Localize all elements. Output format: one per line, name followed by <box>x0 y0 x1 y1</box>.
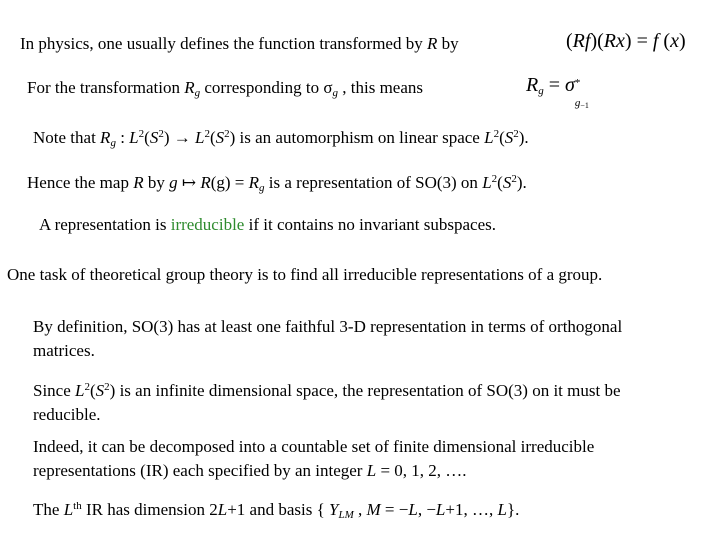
sup-2: 2 <box>491 173 498 185</box>
paren: ( <box>209 128 216 147</box>
line3-mid: is an automorphism on linear space <box>235 128 485 147</box>
line-transformation <box>27 77 423 104</box>
close-brace: }. <box>506 500 520 519</box>
paragraph-faithful-rep <box>33 315 673 363</box>
var-L: L <box>435 500 446 519</box>
paren: ( <box>597 30 604 52</box>
line2-mid: corresponding to <box>200 78 324 97</box>
comma: , <box>353 500 367 519</box>
irreducible-highlight: irreducible <box>170 215 245 234</box>
var-L: L <box>366 461 377 480</box>
sub-g: g <box>259 182 265 194</box>
var-R: R <box>572 30 585 52</box>
sub-LM: LM <box>338 509 354 521</box>
var-R: R <box>200 173 211 192</box>
var-R: R <box>526 74 539 96</box>
paren: ) <box>624 30 632 52</box>
paragraph-decomposition <box>33 435 673 483</box>
sup-th: th <box>73 500 82 512</box>
sigma: σ <box>565 74 575 96</box>
sub-g: g <box>110 137 116 149</box>
inverse: −1 <box>580 101 589 110</box>
var-S: S <box>504 128 514 147</box>
var-f: f <box>584 30 591 52</box>
sub-g: g <box>194 87 201 99</box>
sup-2: 2 <box>104 381 110 393</box>
sigma: σ <box>323 78 333 97</box>
var-S: S <box>215 128 225 147</box>
equals: = <box>543 74 565 96</box>
sub-g: g <box>574 97 581 109</box>
var-S: S <box>149 128 159 147</box>
var-L: L <box>63 500 74 519</box>
line-automorphism <box>33 123 529 154</box>
var-L: L <box>482 173 492 192</box>
var-x: x <box>670 30 679 52</box>
line1-tail: by <box>437 34 459 53</box>
line-representation-map <box>27 168 527 199</box>
var-R: R <box>248 173 260 192</box>
paren: ). <box>518 128 529 147</box>
para2-pre: Since <box>33 381 76 400</box>
para4-mid: IR has dimension 2 <box>81 500 218 519</box>
paren: ( <box>658 30 671 52</box>
sup-2: 2 <box>511 173 517 185</box>
line4-pre: Hence the map <box>27 173 134 192</box>
var-L: L <box>194 128 205 147</box>
paren: ) <box>590 30 598 52</box>
var-L: L <box>408 500 418 519</box>
sup-2: 2 <box>513 128 519 140</box>
var-S: S <box>95 381 105 400</box>
sup-2: 2 <box>224 128 230 140</box>
line-physics-definition <box>20 33 459 55</box>
para3-pre: Indeed, it can be decomposed into a countable set of finite dimensional irreducible representations (IR) each specified by an integer <box>33 437 595 480</box>
paragraph-ir-dimension <box>33 495 519 526</box>
line-irreducible-definition <box>39 214 496 236</box>
line2-pre: For the transformation <box>27 78 185 97</box>
sup-2: 2 <box>493 128 500 140</box>
formula-Rg-sigma <box>526 74 591 110</box>
var-f: f <box>652 30 659 52</box>
var-S: S <box>502 173 512 192</box>
paren: ( <box>497 173 503 192</box>
var-R: R <box>133 173 144 192</box>
maps-to-icon: ↦ <box>177 173 201 192</box>
equals: = − <box>380 500 409 519</box>
var-R: R <box>426 34 438 53</box>
para4-pre: The <box>33 500 64 519</box>
star: * <box>574 77 581 89</box>
formula-transformed-function <box>566 30 686 53</box>
sep: , − <box>417 500 436 519</box>
sup-2: 2 <box>204 128 210 140</box>
line-task-statement <box>7 264 602 286</box>
sub-g: g <box>538 85 544 97</box>
line5-tail: if it contains no invariant subspaces. <box>244 215 496 234</box>
para4-mid2: +1 and basis { <box>227 500 329 519</box>
var-L: L <box>497 500 507 519</box>
paren: ( <box>499 128 505 147</box>
var-Y: Y <box>328 500 339 519</box>
var-L: L <box>129 128 139 147</box>
equals: = <box>631 30 653 52</box>
var-R: R <box>184 78 195 97</box>
var-L: L <box>217 500 228 519</box>
sup-2: 2 <box>84 381 90 393</box>
paren: ( <box>144 128 150 147</box>
var-R: R <box>603 30 617 52</box>
line1-text: In physics, one usually defines the function transformed by <box>20 34 427 53</box>
paren: ( <box>566 30 573 52</box>
para1-text: By definition, SO(3) has at least one faithful 3-D representation in terms of orthogonal matrices. <box>33 317 623 360</box>
paren: ). <box>516 173 527 192</box>
var-g: g <box>169 173 178 192</box>
sub-g: g <box>332 87 339 99</box>
sup-2: 2 <box>158 128 164 140</box>
line3-pre: Note that <box>33 128 101 147</box>
line4-tail: is a representation of SO(3) on <box>264 173 483 192</box>
para2-tail: ) is an infinite dimensional space, the representation of SO(3) on it must be reducible. <box>33 381 621 424</box>
var-M: M <box>366 500 381 519</box>
sup-2: 2 <box>138 128 145 140</box>
var-L: L <box>75 381 85 400</box>
paren: ( <box>90 381 96 400</box>
var-R: R <box>100 128 111 147</box>
paren: ) <box>678 30 686 52</box>
line5-pre: A representation is <box>39 215 171 234</box>
arrow: → <box>169 128 195 147</box>
line4-by: by <box>143 173 170 192</box>
para3-tail: = 0, 1, 2, …. <box>376 461 467 480</box>
paren: ) <box>163 128 170 147</box>
line6-text: One task of theoretical group theory is to find all irreducible representations of a group. <box>7 265 603 284</box>
var-x: x <box>616 30 625 52</box>
paren: ) <box>229 128 236 147</box>
line4-paren: (g) = <box>210 173 249 192</box>
colon: : <box>115 128 130 147</box>
sep: +1, …, <box>445 500 498 519</box>
paragraph-reducible <box>33 375 673 427</box>
var-L: L <box>484 128 494 147</box>
line2-tail: , this means <box>338 78 424 97</box>
